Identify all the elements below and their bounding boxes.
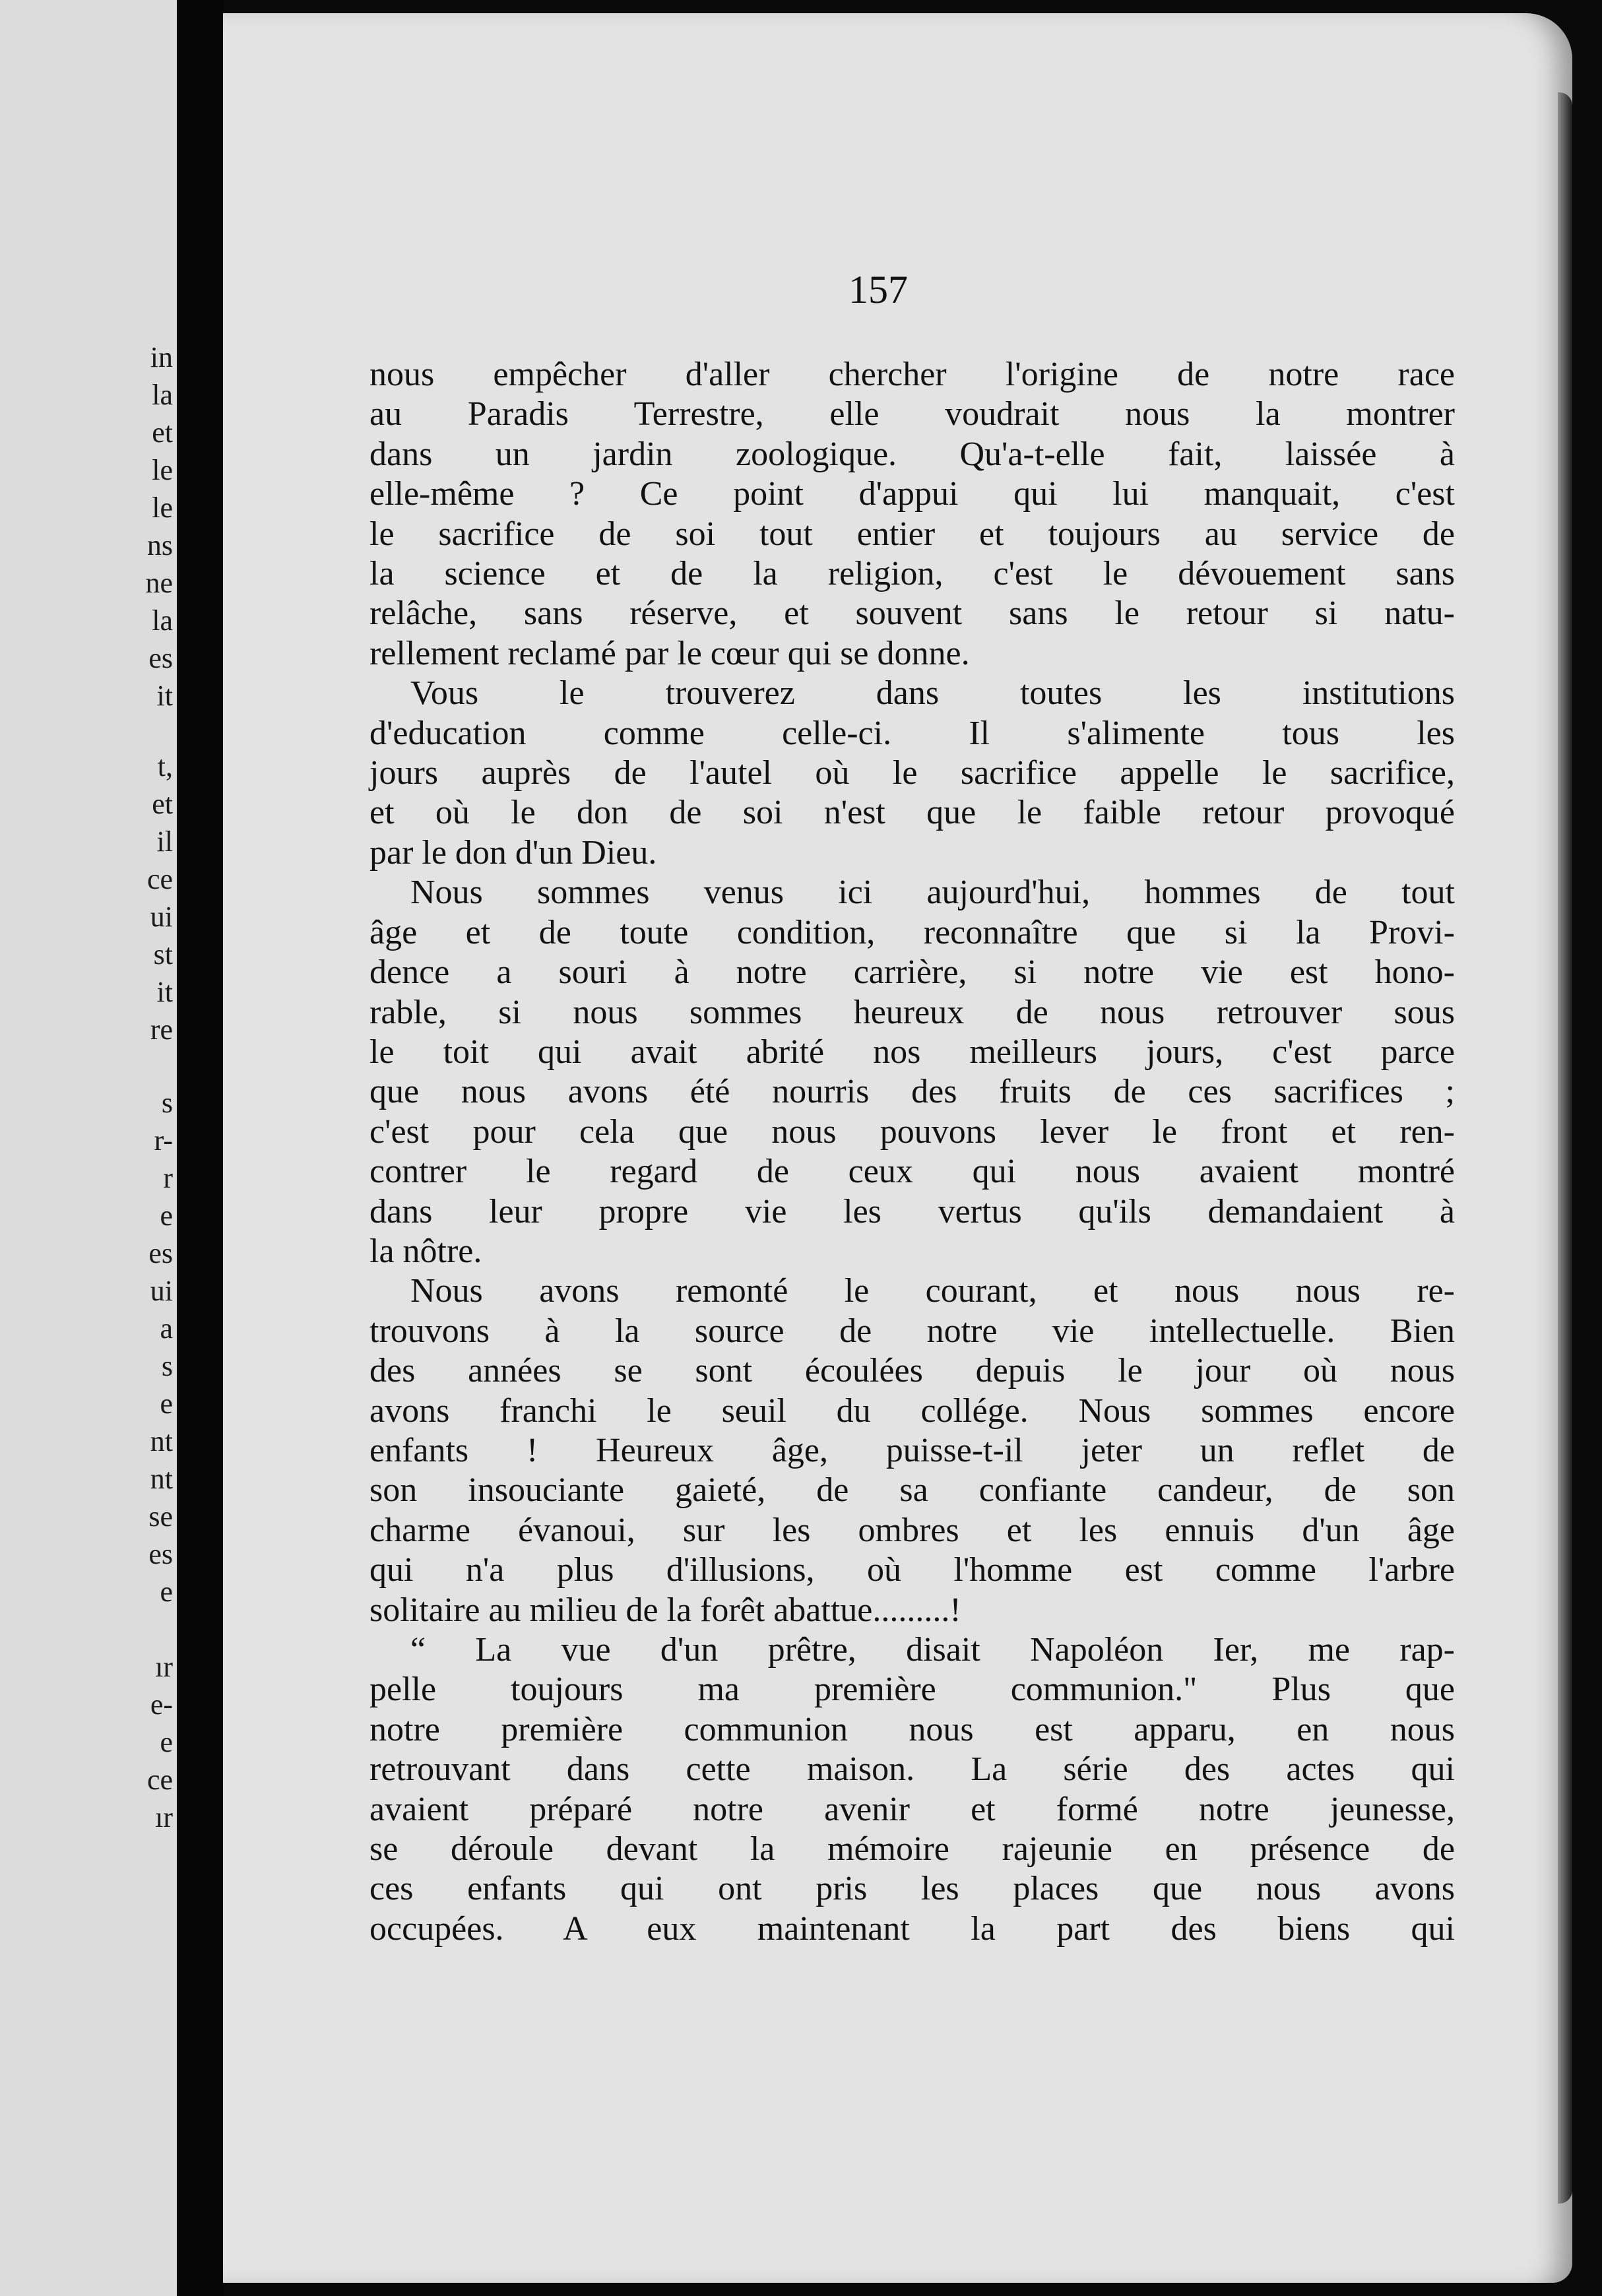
paragraph [369,1271,1455,1630]
text-line: qui n'a plus d'illusions, où l'homme est comme l'arbre [369,1551,1455,1589]
facing-page-fragment: il [156,825,173,858]
facing-page-fragment: ns [146,529,173,561]
text-line: jours auprès de l'autel où le sacrifice appelle le sacrifice, [369,754,1455,792]
text-line: notre première communion nous est apparu, en nous [369,1710,1455,1748]
text-line: nous empêcher d'aller chercher l'origine de notre race [369,356,1455,393]
facing-page-fragment: st [153,938,173,971]
facing-page-fragment: ce [146,863,173,895]
text-line: le sacrifice de soi tout entier et toujours au service de [369,515,1455,553]
text-line: ces enfants qui ont pris les places que nous avons [369,1870,1455,1908]
facing-page-fragment: re [150,1013,173,1046]
text-line: par le don d'un Dieu. [369,833,657,872]
facing-page-fragment: ne [145,567,173,599]
facing-page-fragment: la [152,604,173,637]
text-line: âge et de toute condition, reconnaître que si la Provi- [369,913,1455,951]
text-line: dans un jardin zoologique. Qu'a-t-elle fait, laissée à [369,435,1455,473]
facing-page-fragment: a [160,1312,173,1345]
facing-page-fragment: r- [154,1124,173,1157]
facing-page-fragment: et [152,788,173,820]
text-line: rable, si nous sommes heureux de nous retrouver sous [369,993,1455,1031]
facing-page-fragment: s [161,1350,173,1382]
text-line: retrouvant dans cette maison. La série des actes qui [369,1750,1455,1789]
text-line: au Paradis Terrestre, elle voudrait nous la montrer [369,395,1455,433]
facing-page-fragment: r [163,1162,173,1194]
facing-page-fragment: ui [150,901,173,933]
text-line: la nôtre. [369,1232,482,1270]
page-number: 157 [849,268,908,311]
book-gutter [177,0,223,2296]
text-line: occupées. A eux maintenant la part des biens qui [369,1909,1455,1948]
facing-page-fragment: it [156,680,173,712]
facing-page-fragment: la [152,379,173,411]
paragraph [369,873,1455,1271]
book-page [223,13,1572,2283]
text-line: elle-même ? Ce point d'appui qui lui manquait, c'est [369,475,1455,513]
text-line: c'est pour cela que nous pouvons lever le front et ren- [369,1112,1455,1151]
text-line: rellement reclamé par le cœur qui se donne. [369,634,970,672]
text-line: son insouciante gaieté, de sa confiante candeur, de son [369,1471,1455,1510]
paragraph [369,1630,1455,1949]
text-line: avaient préparé notre avenir et formé notre jeunesse, [369,1790,1455,1828]
text-line: dans leur propre vie les vertus qu'ils demandaient à [369,1192,1455,1230]
text-line: la science et de la religion, c'est le dévouement sans [369,555,1455,593]
text-line: trouvons à la source de notre vie intellectuelle. Bien [369,1312,1455,1350]
facing-page-fragment: nt [150,1425,173,1457]
facing-page-fragment: le [152,492,173,524]
facing-page-fragment: e [160,1199,173,1232]
text-line: “ La vue d'un prêtre, disait Napoléon Ier, me rap- [410,1631,1455,1669]
facing-page-fragment: s [161,1087,173,1119]
body-text [369,355,1455,1949]
text-line: et où le don de soi n'est que le faible retour provoqué [369,794,1455,832]
text-line: dence a souri à notre carrière, si notre vie est hono- [369,953,1455,992]
text-line: Nous sommes venus ici aujourd'hui, hommes de tout [410,874,1455,912]
text-line: d'education comme celle-ci. Il s'alimente tous les [369,714,1455,752]
facing-page-fragment: es [148,1237,173,1269]
page-edge [1558,92,1572,2204]
text-line: le toit qui avait abrité nos meilleurs jours, c'est parce [369,1033,1455,1071]
facing-page-fragment: se [148,1500,173,1533]
facing-page-fragment: le [152,454,173,486]
facing-page-fragment: e [160,1726,173,1758]
facing-page-fragment: e [160,1576,173,1608]
text-line: des années se sont écoulées depuis le jour où nous [369,1352,1455,1390]
paragraph [369,355,1455,674]
facing-page-fragment: ır [155,1651,173,1683]
paragraph [369,674,1455,873]
facing-page-fragment: ır [155,1801,173,1834]
facing-page-fragment: e- [150,1688,173,1721]
facing-page-fragment: in [150,341,173,373]
facing-page-fragment: ui [150,1275,173,1307]
text-line: relâche, sans réserve, et souvent sans le retour si natu- [369,594,1455,633]
text-line: Nous avons remonté le courant, et nous nous re- [410,1272,1455,1310]
text-line: enfants ! Heureux âge, puisse-t-il jeter un reflet de [369,1431,1455,1469]
text-line: que nous avons été nourris des fruits de ces sacrifices ; [369,1073,1455,1111]
text-line: pelle toujours ma première communion." Plus que [369,1671,1455,1709]
text-line: solitaire au milieu de la forêt abattue.........! [369,1591,961,1629]
facing-page-fragment: nt [150,1463,173,1495]
facing-page-fragment: es [148,642,173,674]
facing-page-fragment: e [160,1387,173,1420]
facing-page-fragment: ce [146,1764,173,1796]
text-line: se déroule devant la mémoire rajeunie en présence de [369,1830,1455,1868]
text-line: charme évanoui, sur les ombres et les ennuis d'un âge [369,1511,1455,1549]
facing-page-left [0,0,177,2296]
facing-page-fragment: t, [157,750,173,782]
text-line: avons franchi le seuil du collége. Nous sommes encore [369,1391,1455,1430]
text-line: contrer le regard de ceux qui nous avaient montré [369,1153,1455,1191]
text-line: Vous le trouverez dans toutes les institutions [410,674,1455,713]
facing-page-fragment: es [148,1538,173,1570]
facing-page-fragment: et [152,416,173,449]
facing-page-fragment: it [156,976,173,1008]
